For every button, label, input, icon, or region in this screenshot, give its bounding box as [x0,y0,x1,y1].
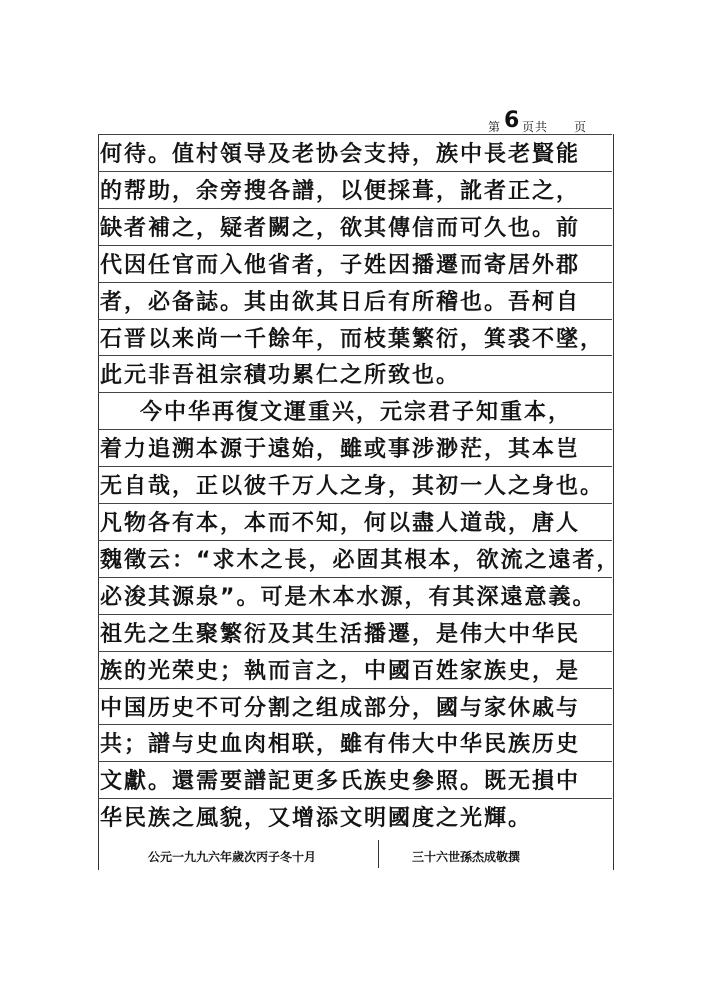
text-line: 共；譜与史血肉相联，雖有伟大中华民族历史 [100,732,581,757]
page-prefix: 第 [488,120,502,134]
page-header [488,108,628,136]
text-line: 凡物各有本，本而不知，何以盡人道哉，唐人 [100,511,581,536]
rule-line [98,134,612,135]
text-line: 何待。值村領导及老协会支持，族中長老賢能 [100,142,581,167]
page-total-label: 页共 [522,120,549,134]
text-line: 此元非吾祖宗積功累仁之所致也。 [100,363,461,388]
text-line: 中国历史不可分割之组成部分，國与家休戚与 [100,696,581,721]
text-line: 无自哉，正以彼千万人之身，其初一人之身也。 [100,474,605,499]
footer-divider [378,840,379,868]
text-line: 华民族之風貌，又增添文明國度之光輝。 [100,806,533,831]
text-line: 必浚其源泉”。可是木本水源，有其深遠意義。 [100,585,597,610]
text-line: 魏徵云：“求木之長，必固其根本，欲流之遠者， [100,548,621,573]
text-line: 着力追溯本源于遠始，雖或事涉渺茫，其本岂 [100,437,581,462]
text-line-indented: 今中华再復文運重兴，元宗君子知重本， [140,400,573,425]
page-number: 6 [504,108,521,133]
text-line: 代因任官而入他省者，子姓因播遷而寄居外郡 [100,253,581,278]
footer-date: 公元一九九六年歲次丙子冬十月 [148,850,317,864]
text-line: 文獻。還需要譜記更多氏族史參照。既无損中 [100,769,581,794]
text-line: 祖先之生聚繁衍及其生活播遷，是伟大中华民 [100,622,581,647]
text-line: 缺者補之，疑者闕之，欲其傳信而可久也。前 [100,216,581,241]
text-line: 石晋以来尚一千餘年，而枝葉繁衍，箕裘不墜， [100,327,605,352]
footer-signature: 三十六世孫杰成敬撰 [412,850,521,864]
text-line: 者，必备誌。其由欲其日后有所稽也。吾柯自 [100,290,581,315]
page-unit: 页 [574,120,588,134]
text-line: 族的光荣史；執而言之，中國百姓家族史，是 [100,659,581,684]
text-line: 的帮助，余旁搜各譜，以便採葺，訛者正之， [100,179,581,204]
